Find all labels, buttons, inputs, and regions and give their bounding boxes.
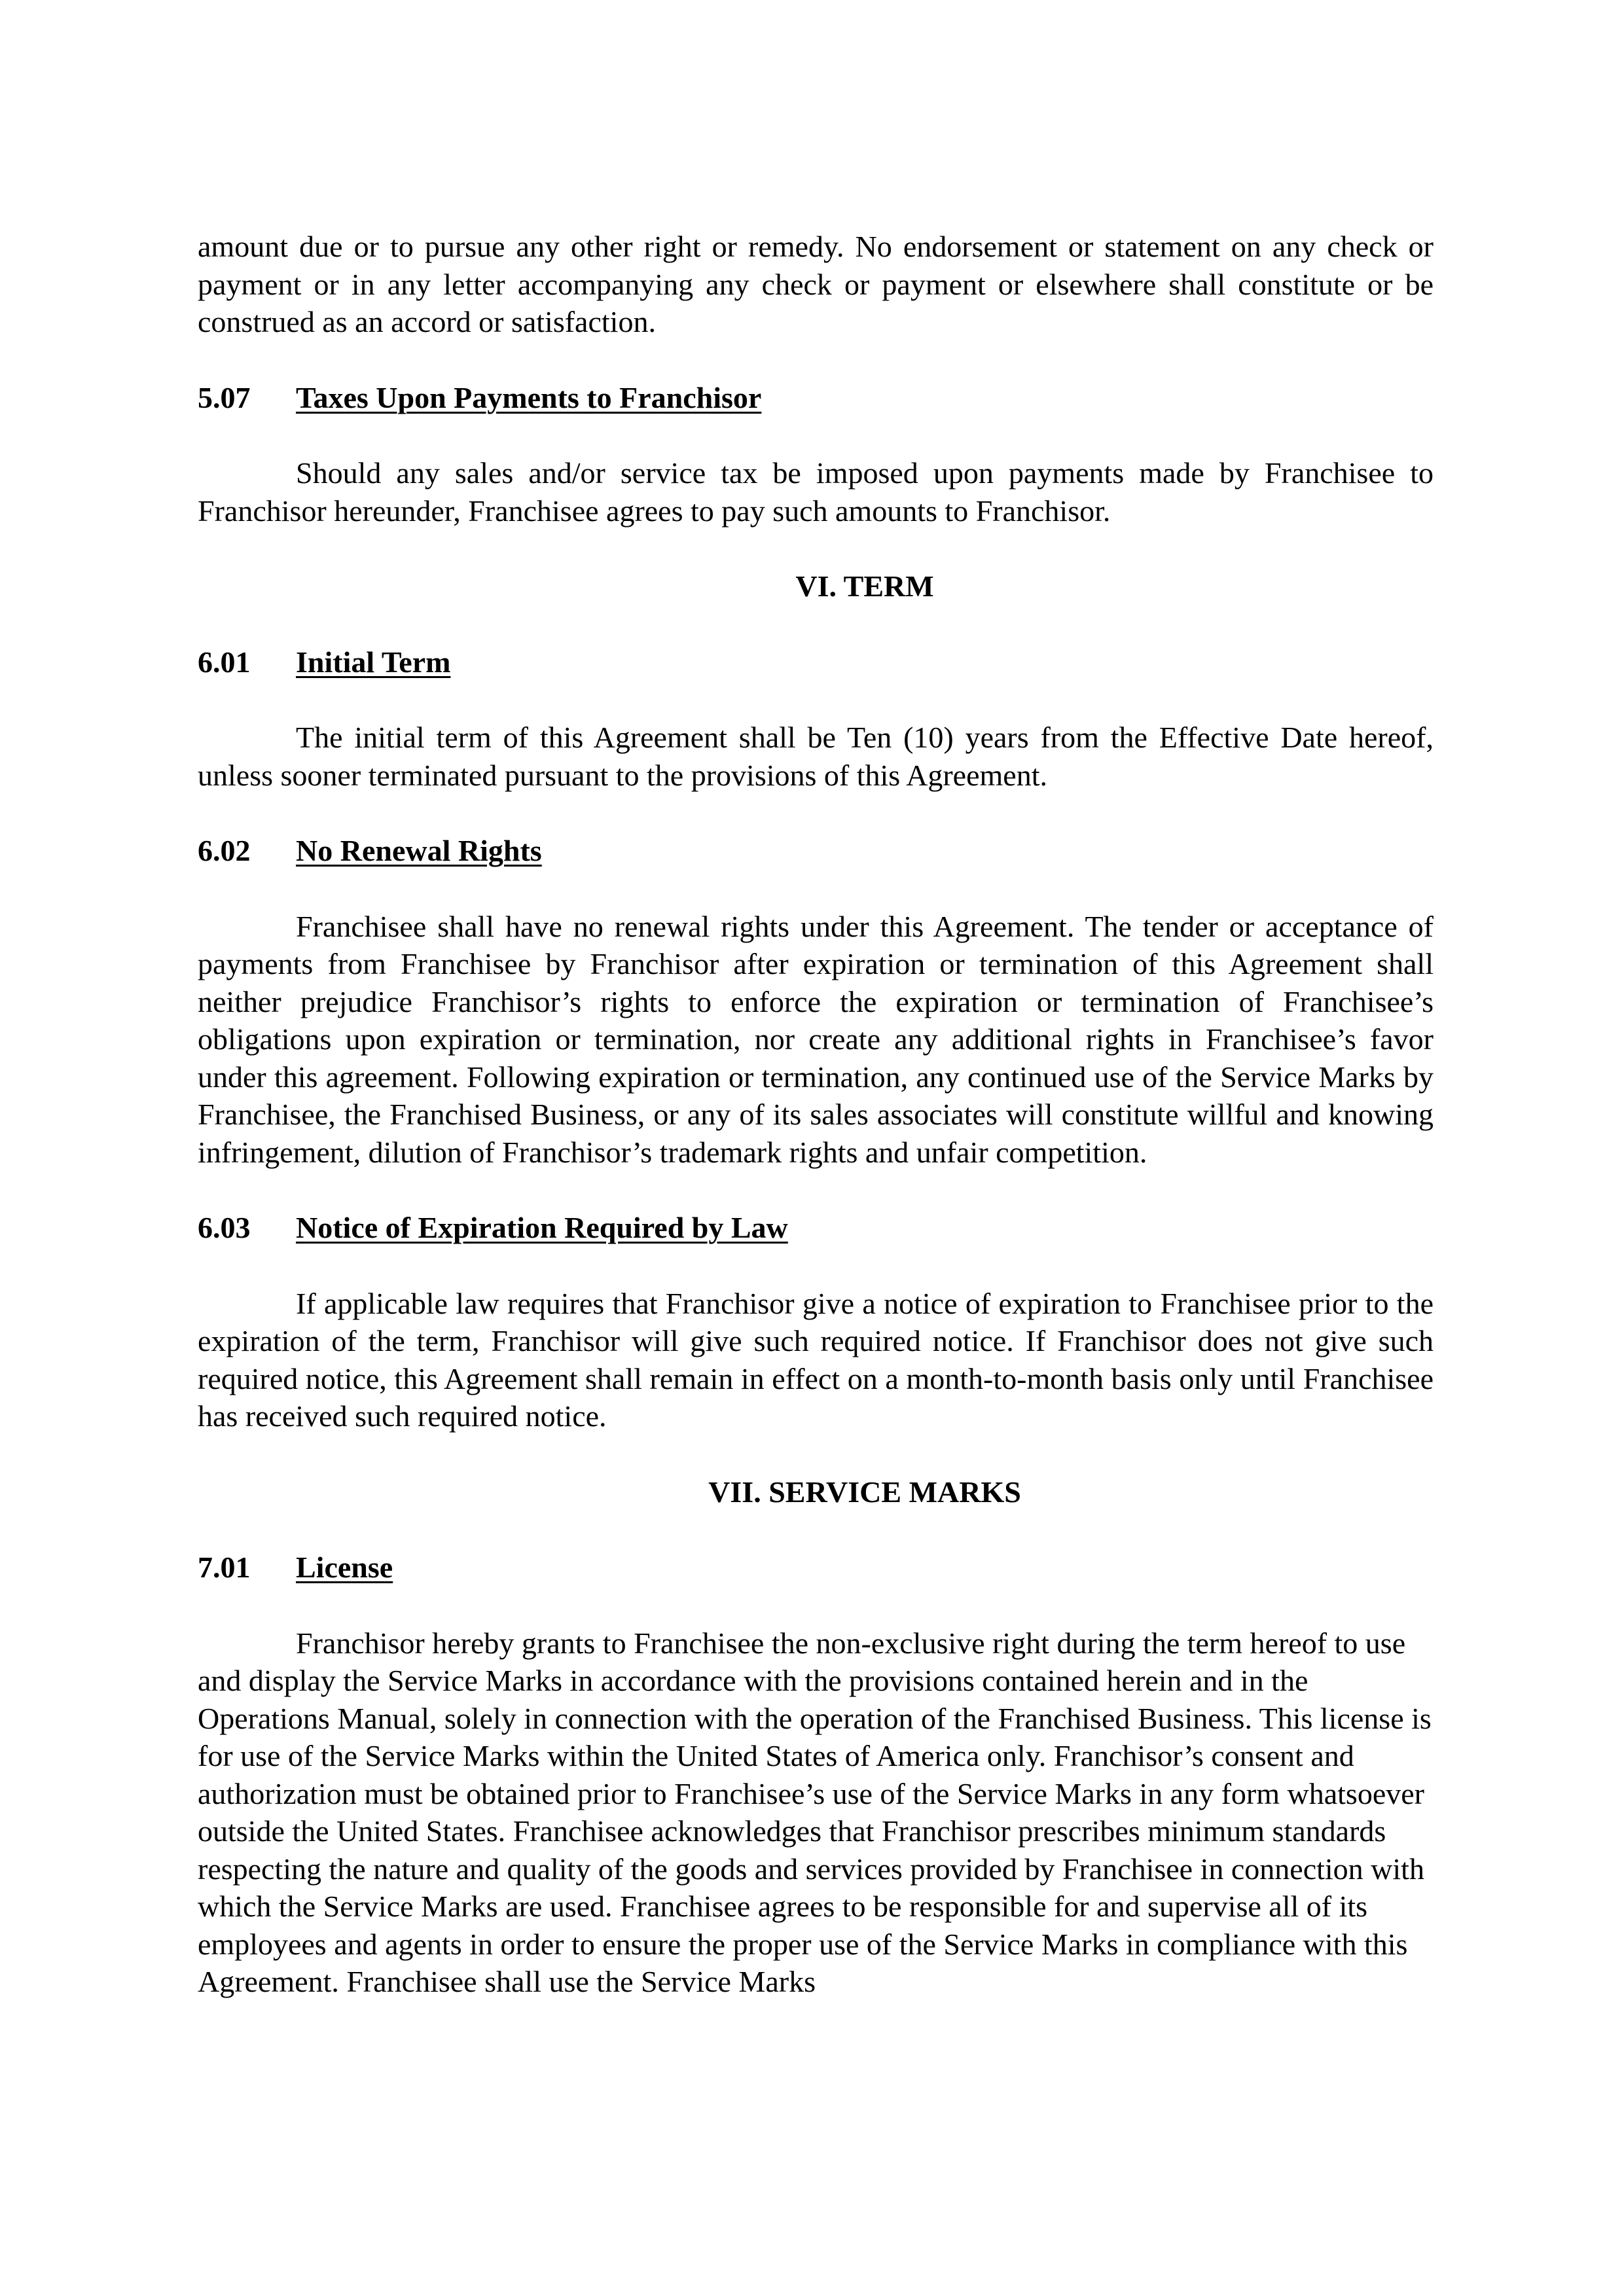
paragraph-taxes: Should any sales and/or service tax be imposed upon payments made by Franchisee to Franchisor hereunder, Franchisee agrees to pay such amounts to Franchisor. — [198, 456, 1434, 528]
paragraph-continuation: amount due or to pursue any other right or remedy. No endorsement or statement on any check or payment or in any letter accompanying any check or payment or elsewhere shall constitute or be construed as an accord or satisfaction. — [198, 230, 1434, 338]
section-heading-5-07 — [198, 379, 1434, 417]
section-number: 6.02 — [198, 834, 251, 867]
section-number: 7.01 — [198, 1551, 251, 1584]
section-title: Notice of Expiration Required by Law — [296, 1211, 788, 1244]
paragraph-initial-term: The initial term of this Agreement shall be Ten (10) years from the Effective Date hereof, unless sooner terminated pursuant to the provisions of this Agreement. — [198, 721, 1434, 792]
section-heading-6-01 — [198, 643, 1434, 681]
section-heading-7-01 — [198, 1549, 1434, 1587]
section-title: Taxes Upon Payments to Franchisor — [296, 380, 762, 414]
section-number: 6.03 — [198, 1211, 251, 1244]
paragraph-license: Franchisor hereby grants to Franchisee the non-exclusive right during the term hereof to use and display the Service Marks in accordance with the provisions contained herein and in the Operations Manual, solely in connection with the operation of the Franchised Business. This license is for use of the Service Marks within the United States of America only. Franchisor’s consent and authorization must be obtained prior to Franchisee’s use of the Service Marks in any form whatsoever outside the United States. Franchisee acknowledges that Franchisor prescribes minimum standards respecting the nature and quality of the goods and services provided by Franchisee in connection with which the Service Marks are used. Franchisee agrees to be responsible for and supervise all of its employees and agents in order to ensure the proper use of the Service Marks in compliance with this Agreement. Franchisee shall use the Service Marks — [198, 1626, 1432, 1998]
paragraph-no-renewal: Franchisee shall have no renewal rights under this Agreement. The tender or acceptance of payments from Franchisee by Franchisor after expiration or termination of this Agreement shall neither prejudice Franchisor’s rights to enforce the expiration or termination of Franchisee’s obligations upon expiration or termination, nor create any additional rights in Franchisee’s favor under this agreement. Following expiration or termination, any continued use of the Service Marks by Franchisee, the Franchised Business, or any of its sales associates will constitute willful and knowing infringement, dilution of Franchisor’s trademark rights and unfair competition. — [198, 909, 1434, 1169]
section-number: 5.07 — [198, 380, 251, 414]
article-heading-term: VI. TERM — [795, 569, 934, 603]
article-heading-service-marks: VII. SERVICE MARKS — [708, 1475, 1021, 1509]
section-heading-6-02 — [198, 832, 1434, 870]
document-page — [198, 228, 1434, 2039]
section-number: 6.01 — [198, 645, 251, 679]
section-title: No Renewal Rights — [296, 834, 542, 867]
section-title: Initial Term — [296, 645, 451, 679]
paragraph-notice-expiration: If applicable law requires that Franchisor give a notice of expiration to Franchisee prior to the expiration of the term, Franchisor will give such required notice. If Franchisor does not give such required notice, this Agreement shall remain in effect on a month-to-month basis only until Franchisee has received such required notice. — [198, 1286, 1434, 1433]
section-title: License — [296, 1551, 393, 1584]
section-heading-6-03 — [198, 1209, 1434, 1247]
